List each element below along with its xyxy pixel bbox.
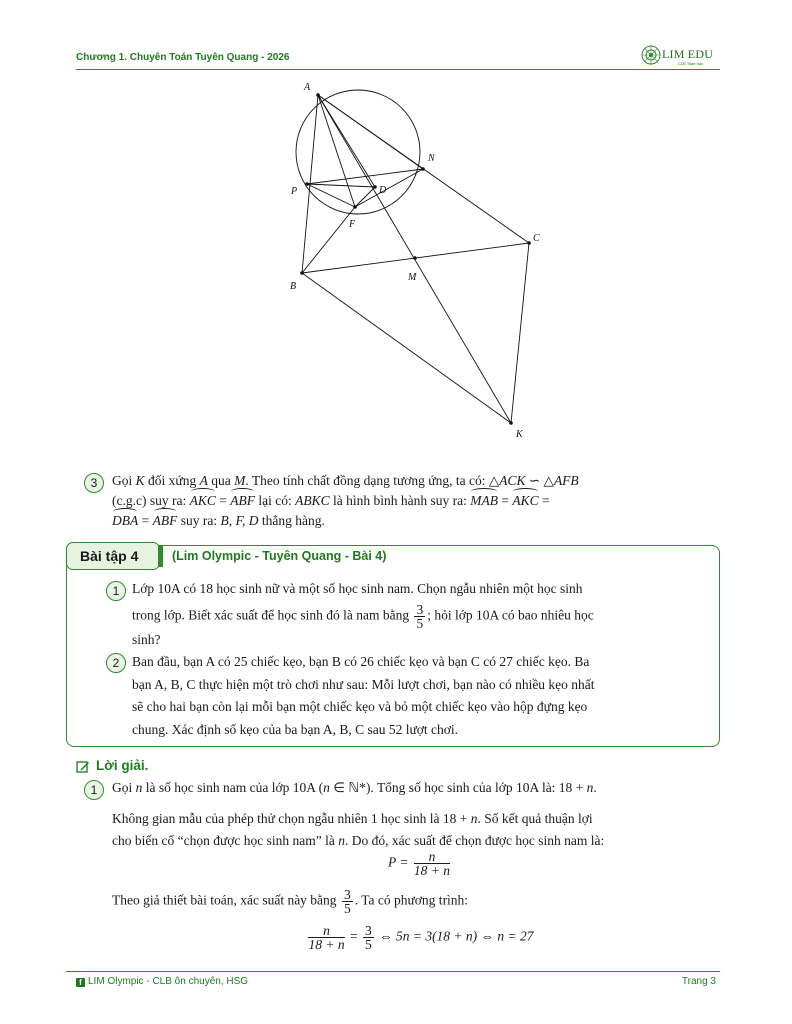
question-1-text: Lớp 10A có 18 học sinh nữ và một số học sinh nam. Chọn ngẫu nhiên một học sinh trong lớp. Biết xác suất để học sinh đó là nam bằng $\frac{3}{5}$ ; hỏi lớp 10A có bao nhiêu học sinh? [132, 581, 594, 647]
label-B: B [290, 281, 297, 292]
facebook-icon: f [76, 978, 85, 987]
header-rule [76, 69, 720, 70]
question-1-number: 1 [106, 581, 126, 601]
label-F: F [349, 219, 356, 230]
label-D: D [379, 185, 387, 196]
part-3-number: 3 [84, 473, 104, 493]
solution-1-line1: Gọi n là số học sinh nam của lớp 10A (n ∈ ℕ*). Tổng số học sinh của lớp 10A là: 18 + n. [112, 780, 597, 795]
exercise-tab-accent [158, 545, 163, 567]
logo-subtext: CLB Toán học [678, 61, 704, 66]
footer-rule [66, 971, 720, 972]
pencil-icon [76, 760, 90, 774]
label-N: N [428, 153, 435, 164]
label-K: K [516, 429, 523, 440]
solution-1-paragraph: Không gian mẫu của phép thử chọn ngẫu nhiên 1 học sinh là 18 + n. Số kết quả thuận lợi cho biến cố “chọn được học sinh nam” là n. Do đó, xác suất để chọn được học sinh nam là: [112, 811, 605, 848]
solution-1-line4: Theo giả thiết bài toán, xác suất này bằng $\frac{3}{5}$ . Ta có phương trình: [112, 887, 469, 916]
chapter-title: Chương 1. Chuyên Toán Tuyên Quang - 2026 [76, 52, 290, 63]
probability-formula: P = $\frac{n}{18 + n}$ [388, 849, 450, 878]
exercise-source: (Lim Olympic - Tuyên Quang - Bài 4) [172, 549, 387, 563]
page-number: Trang 3 [681, 976, 716, 987]
lim-edu-logo [640, 43, 724, 69]
mandala-icon [640, 43, 662, 69]
footer-left: f LIM Olympic - CLB ôn chuyên, HSG [76, 976, 248, 987]
exercise-tab-label: Bài tập 4 [80, 548, 139, 564]
question-2-number: 2 [106, 653, 126, 673]
geometry-figure [270, 74, 560, 446]
part-3-text: Gọi K đối xứng A qua M. Theo tính chất đồng dạng tương ứng, ta có: △ACK ∽ △AFB (c.g.c) suy ra: AKC = ABF lại có: ABKC là hình bình hành suy ra: MAB = AKC = DBA = ABF suy ra: B, F, D thẳng hàng. [112, 471, 720, 531]
label-C: C [533, 233, 540, 244]
label-A: A [304, 82, 311, 93]
label-M: M [408, 272, 417, 283]
solution-1-number: 1 [84, 780, 104, 800]
solution-heading: Lời giải. [96, 758, 149, 773]
equation: $\frac{n}{18 + n}$ = $\frac{3}{5}$ ⇔ 5n = 3(18 + n) ⇔ n = 27 [308, 923, 534, 952]
question-2-text: Ban đầu, bạn A có 25 chiếc kẹo, bạn B có 26 chiếc kẹo và bạn C có 27 chiếc kẹo. Ba bạn A, B, C thực hiện một trò chơi như sau: Mỗi lượt chơi, bạn nào có nhiều kẹo nhất sẽ cho hai bạn còn lại mỗi bạn một chiếc kẹo và bỏ một chiếc kẹo vào hộp đựng kẹo chung. Xác định số kẹo của ba bạn A, B, C sau 52 lượt chơi. [132, 654, 595, 737]
logo-text: LIM EDU [662, 47, 714, 61]
label-P: P [291, 186, 298, 197]
